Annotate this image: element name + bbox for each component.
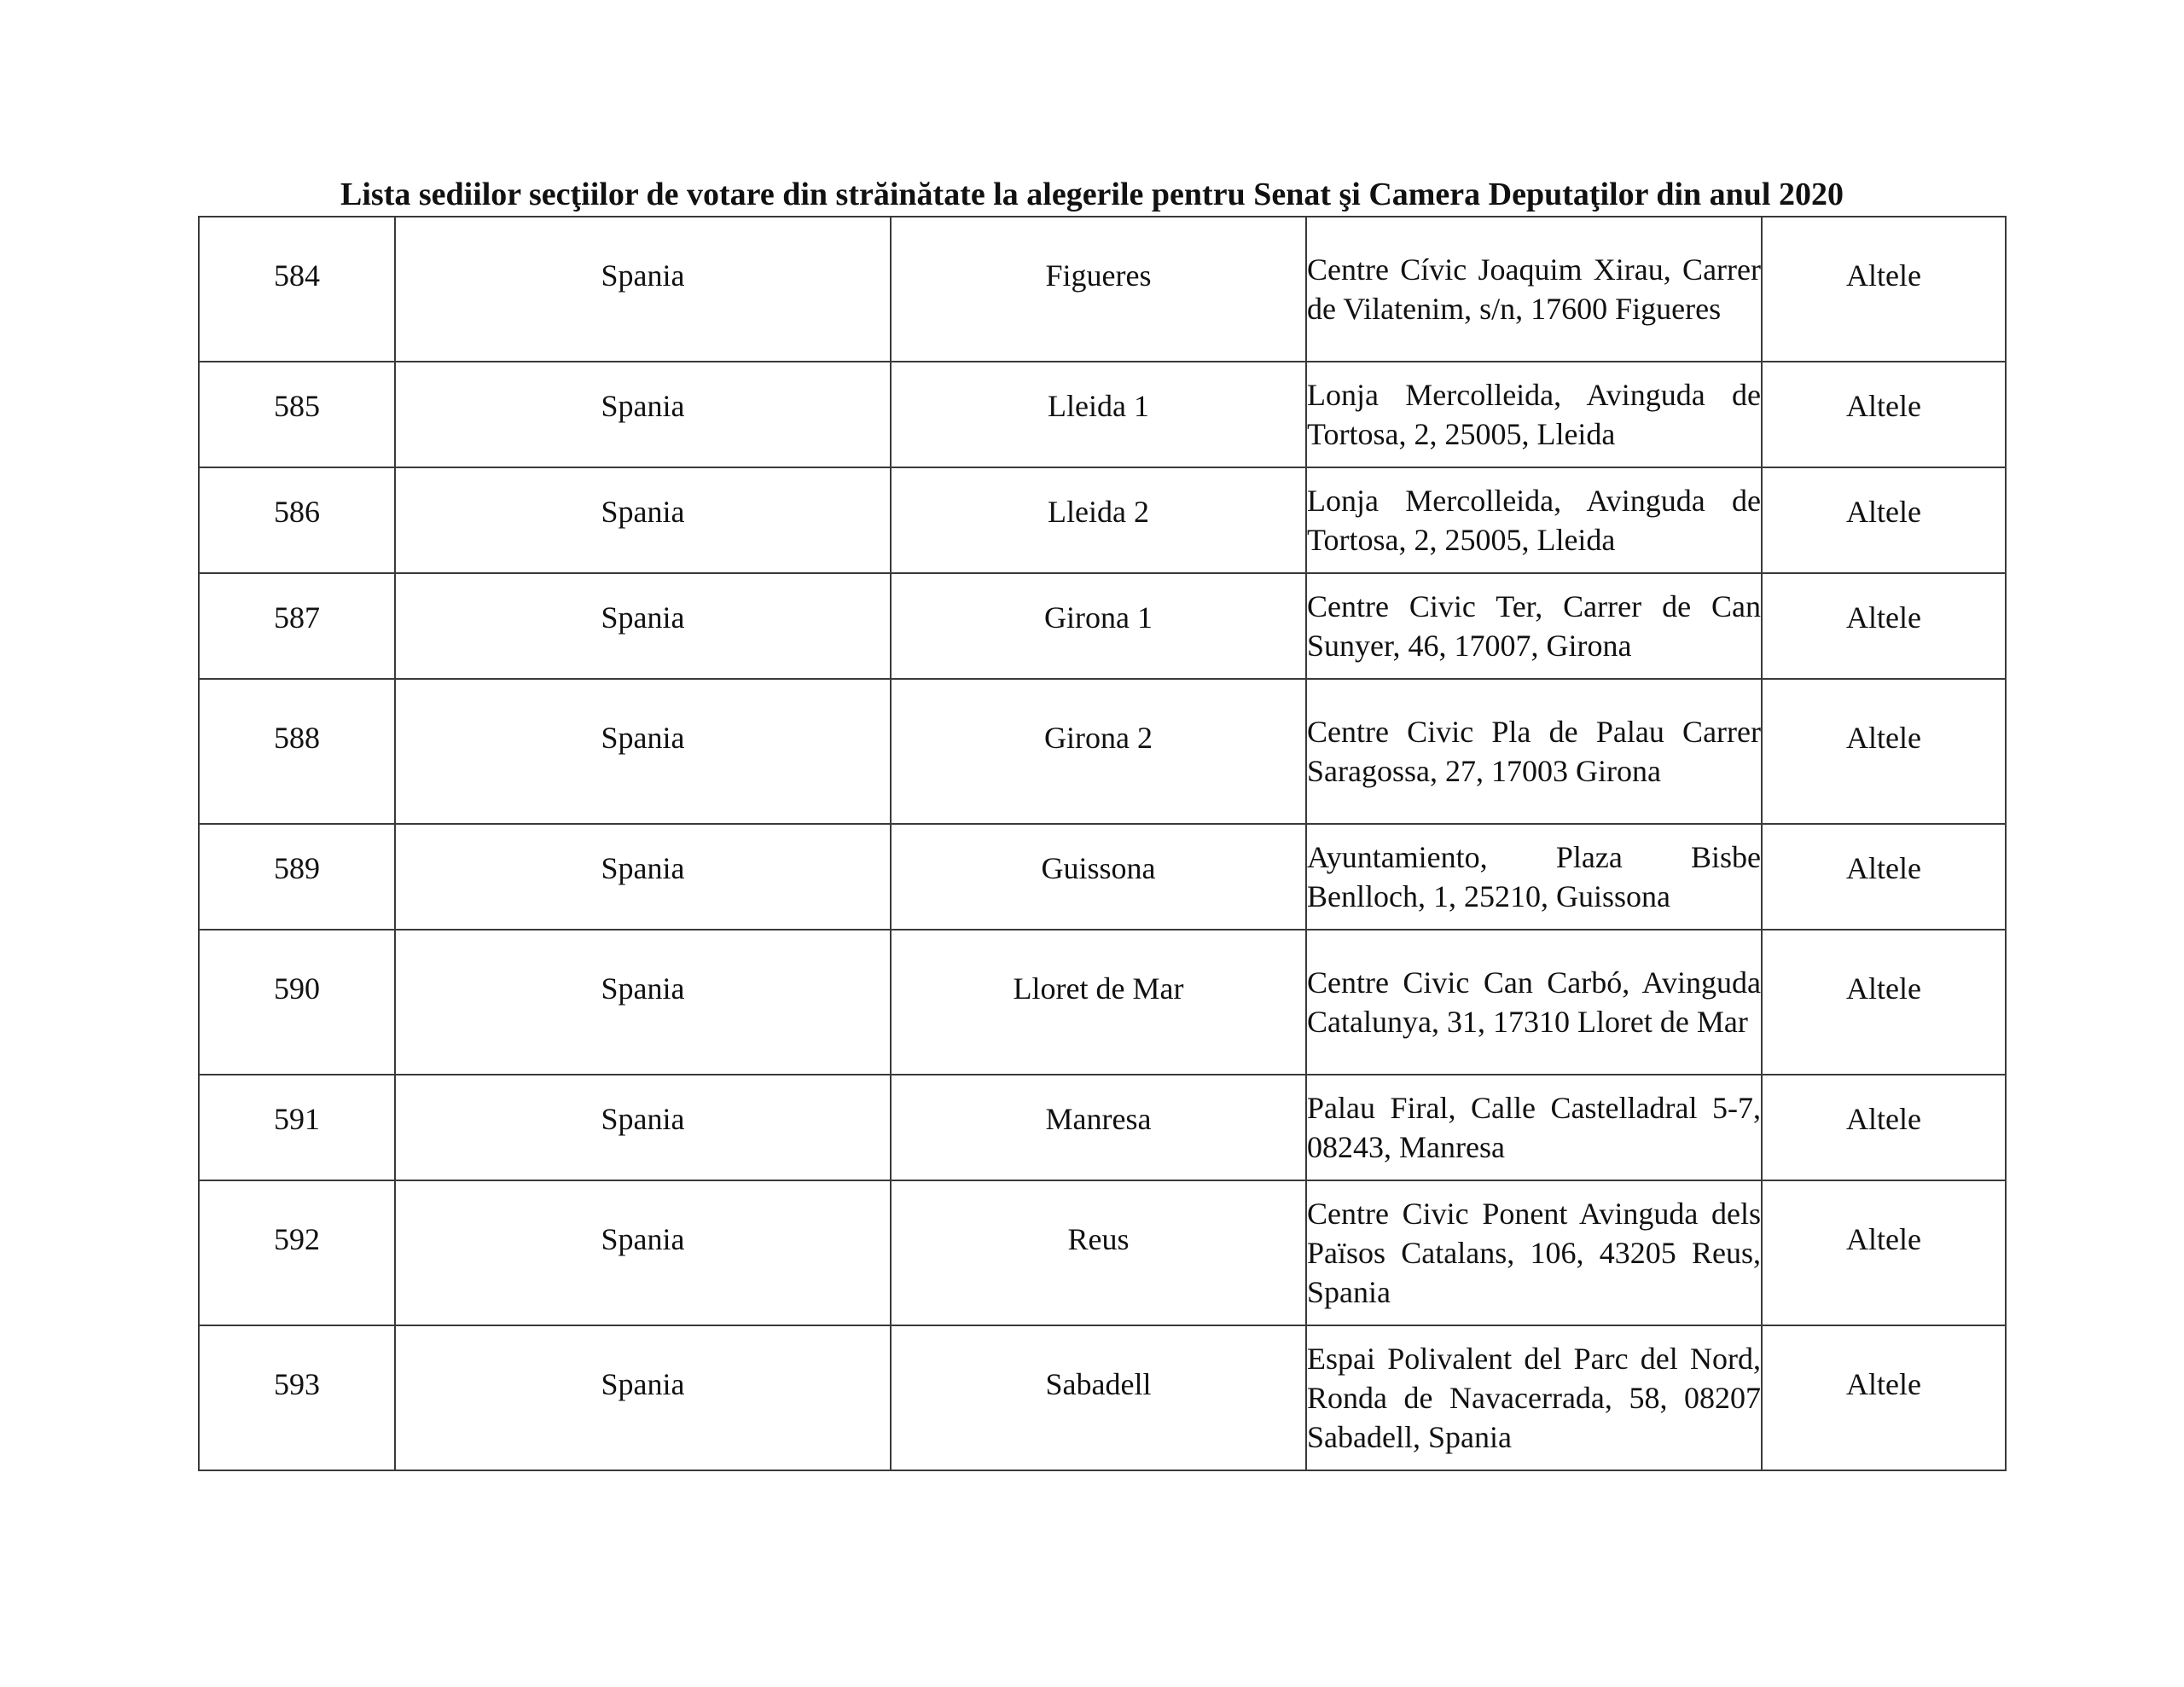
table-row — [199, 1180, 2006, 1325]
row-type: Altele — [1762, 573, 2006, 679]
row-type: Altele — [1762, 362, 2006, 467]
row-number: 592 — [199, 1180, 395, 1325]
row-number: 593 — [199, 1325, 395, 1470]
row-address: Centre Civic Ter, Carrer de Can Sunyer, 46, 17007, Girona — [1306, 573, 1762, 679]
row-locality: Sabadell — [891, 1325, 1306, 1470]
row-locality: Reus — [891, 1180, 1306, 1325]
row-address: Centre Civic Can Carbó, Avinguda Catalunya, 31, 17310 Lloret de Mar — [1306, 930, 1762, 1075]
row-country: Spania — [395, 573, 891, 679]
table-row — [199, 1325, 2006, 1470]
row-type: Altele — [1762, 1180, 2006, 1325]
row-type: Altele — [1762, 824, 2006, 930]
row-country: Spania — [395, 679, 891, 824]
row-locality: Manresa — [891, 1075, 1306, 1180]
row-country: Spania — [395, 467, 891, 573]
table-row — [199, 824, 2006, 930]
polling-stations-table — [198, 216, 2007, 1471]
table-row — [199, 217, 2006, 362]
row-number: 589 — [199, 824, 395, 930]
row-locality: Figueres — [891, 217, 1306, 362]
row-address: Centre Cívic Joaquim Xirau, Carrer de Vilatenim, s/n, 17600 Figueres — [1306, 217, 1762, 362]
table-row — [199, 930, 2006, 1075]
row-number: 591 — [199, 1075, 395, 1180]
table-row — [199, 362, 2006, 467]
row-country: Spania — [395, 362, 891, 467]
row-type: Altele — [1762, 679, 2006, 824]
row-locality: Lleida 2 — [891, 467, 1306, 573]
row-number: 586 — [199, 467, 395, 573]
row-number: 585 — [199, 362, 395, 467]
row-country: Spania — [395, 217, 891, 362]
row-address: Palau Firal, Calle Castelladral 5-7, 08243, Manresa — [1306, 1075, 1762, 1180]
row-country: Spania — [395, 824, 891, 930]
row-number: 587 — [199, 573, 395, 679]
page-title: Lista sediilor secţiilor de votare din străinătate la alegerile pentru Senat şi Camera Deputaţilor din anul 2020 — [340, 177, 1844, 212]
row-address: Ayuntamiento, Plaza Bisbe Benlloch, 1, 25210, Guissona — [1306, 824, 1762, 930]
row-country: Spania — [395, 1180, 891, 1325]
table-row — [199, 467, 2006, 573]
row-type: Altele — [1762, 217, 2006, 362]
row-country: Spania — [395, 1325, 891, 1470]
row-locality: Girona 2 — [891, 679, 1306, 824]
row-type: Altele — [1762, 467, 2006, 573]
row-address: Espai Polivalent del Parc del Nord, Ronda de Navacerrada, 58, 08207 Sabadell, Spania — [1306, 1325, 1762, 1470]
row-number: 584 — [199, 217, 395, 362]
row-address: Lonja Mercolleida, Avinguda de Tortosa, 2, 25005, Lleida — [1306, 467, 1762, 573]
row-type: Altele — [1762, 930, 2006, 1075]
row-locality: Guissona — [891, 824, 1306, 930]
row-country: Spania — [395, 930, 891, 1075]
row-number: 590 — [199, 930, 395, 1075]
row-address: Centre Civic Pla de Palau Carrer Saragossa, 27, 17003 Girona — [1306, 679, 1762, 824]
row-country: Spania — [395, 1075, 891, 1180]
table-row — [199, 1075, 2006, 1180]
row-type: Altele — [1762, 1075, 2006, 1180]
table-row — [199, 573, 2006, 679]
row-number: 588 — [199, 679, 395, 824]
row-locality: Lloret de Mar — [891, 930, 1306, 1075]
row-locality: Lleida 1 — [891, 362, 1306, 467]
row-address: Lonja Mercolleida, Avinguda de Tortosa, 2, 25005, Lleida — [1306, 362, 1762, 467]
row-address: Centre Civic Ponent Avinguda dels Països Catalans, 106, 43205 Reus, Spania — [1306, 1180, 1762, 1325]
row-locality: Girona 1 — [891, 573, 1306, 679]
table-row — [199, 679, 2006, 824]
row-type: Altele — [1762, 1325, 2006, 1470]
